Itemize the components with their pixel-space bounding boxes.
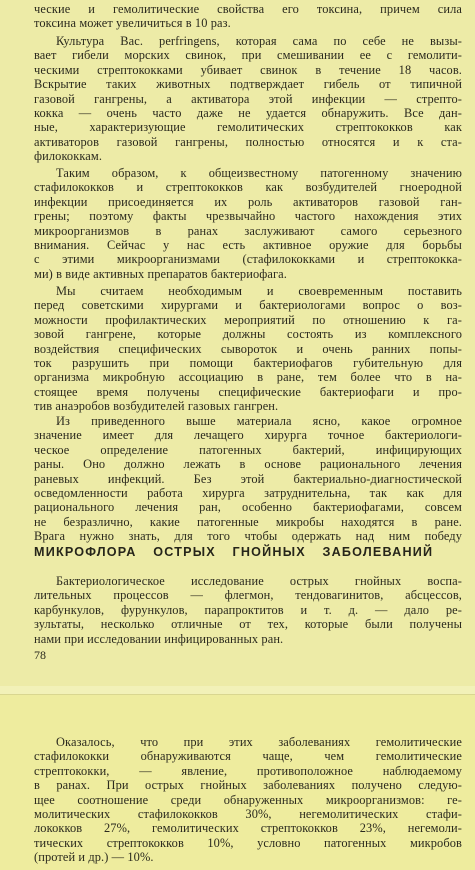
text-line: инфекции присоединяется их роль активаторов газовой ган- [34, 194, 462, 209]
text-line: активаторов газовой гангрены, полностью относятся и к ста- [34, 134, 462, 149]
text-line: кокка — очень часто даже не удается обнаружить. Все дан- [34, 106, 462, 121]
page-number: 78 [34, 648, 46, 662]
paragraph-perfringens [34, 34, 462, 164]
text-line: лококков 27%, гемолитических стрептококков 23%, негемоли- [34, 821, 462, 836]
text-line: организма микробную ассоциацию в ране, тем более что в на- [34, 370, 462, 385]
book-page-bottom [0, 694, 475, 870]
paragraph-activators [34, 166, 462, 281]
text-line: зультаты, несколько отличные от тех, которые были получены [34, 617, 462, 632]
paragraph-diagnostics [34, 414, 462, 544]
text-line: Культура Bac. perfringens, которая сама по себе не вызы- [56, 34, 462, 48]
text-line: щее соотношение среди обнаруженных микроорганизмов: ге- [34, 792, 462, 807]
text-line: Из приведенного выше материала ясно, какое огромное [56, 414, 462, 428]
text-line: тических стрептококков 10%, условно патогенных микробов [34, 835, 462, 850]
text-line: грены; поэтому факты чрезвычайно частого нахождения этих [34, 209, 462, 224]
text-line: стоящее время получены специфические бактериофаги и про- [34, 384, 462, 399]
text-line: вает гибели морских свинок, при смешивании ее с гемолити- [34, 48, 462, 63]
text-line: Мы считаем необходимым и своевременным поставить [56, 284, 462, 298]
text-line: стафилококков и стрептококков как возбудителей гноеродной [34, 180, 462, 195]
text-line: филококкам. [34, 149, 103, 164]
text-line: нами при исследовании инфицированных ран. [34, 631, 284, 646]
text-line: осведомленности работа хирурга затруднительна, так как для [34, 486, 462, 501]
text-line: Вскрытие таких животных подтверждает гибель от типичной [34, 77, 462, 92]
text-line: перед советскими хирургами и бактериологами вопрос о воз- [34, 298, 462, 313]
text-line: токсина может увеличиться в 10 раз. [34, 16, 231, 31]
text-line: ческие и гемолитические свойства его токсина, причем сила [34, 2, 462, 16]
text-line: Оказалось, что при этих заболеваниях гемолитические [56, 735, 462, 749]
text-line: ми) в виде активных препаратов бактериофага. [34, 266, 287, 281]
text-line: (протей и др.) — 10%. [34, 850, 154, 865]
section-heading: МИКРОФЛОРА ОСТРЫХ ГНОЙНЫХ ЗАБОЛЕВАНИЙ [34, 545, 434, 559]
text-line: воздействия специфических сывороток и очень ранних попы- [34, 341, 462, 356]
text-line: молитических стафилококков 30%, негемолитических стафи- [34, 807, 462, 822]
text-line: газовой гангрены, а активатора этой инфекции — стрепто- [34, 91, 462, 106]
text-line: зовой гангрене, которые должны состоять из комплексного [34, 327, 462, 342]
text-line: рационального лечения ран, особенно бактериофагами, совсем [34, 500, 462, 515]
text-line: ные, характеризующие гемолитических стрептококков как [34, 120, 462, 135]
text-line: Бактериологическое исследование острых гнойных воспа- [56, 574, 462, 588]
text-line: ческими стрептококками убивает свинок в течение 18 часов. [34, 62, 462, 77]
paragraph-microflora [34, 574, 462, 646]
text-line: внимания. Сейчас у нас есть активное оружие для борьбы [34, 238, 462, 253]
text-line: с этими микроорганизмами (стафилококками и стрептококка- [34, 252, 462, 267]
text-line: раны. Оно должно лежать в основе рационального лечения [34, 457, 462, 472]
text-line: Таким образом, к общеизвестному патогенному значению [56, 166, 462, 180]
text-line: тив анаэробов возбудителей газовых гангрен. [34, 399, 279, 414]
text-line: микроорганизмов в ранах заслуживают самого серьезного [34, 223, 462, 238]
text-line: значение имеет для лечащего хирурга точное бактериологи- [34, 428, 462, 443]
text-line: лительных процессов — флегмон, тендовагинитов, абсцессов, [34, 588, 462, 603]
paragraph-toxin [34, 2, 462, 31]
paragraph-prophylaxis [34, 284, 462, 414]
text-line: не безразлично, какие патогенные микробы находятся в ране. [34, 514, 462, 529]
text-line: раневых инфекций. Без этой бактериально-диагностической [34, 471, 462, 486]
text-line: в ранах. При острых гнойных заболеваниях получено следую- [34, 778, 462, 793]
text-line: Врага нужно знать, для того чтобы одержать над ним победу [34, 529, 462, 544]
text-line: ческое определение патогенных бактерий, инфицирующих [34, 442, 462, 457]
text-line: карбункулов, фурункулов, парапроктитов и т. д. — дало ре- [34, 602, 462, 617]
paragraph-ratio [34, 735, 462, 865]
text-line: ток разрушить при помощи бактериофагов губительную для [34, 356, 462, 371]
text-line: стрептококки, — явление, противоположное наблюдаемому [34, 763, 462, 778]
text-line: стафилококки обнаруживаются чаще, чем гемолитические [34, 749, 462, 764]
text-line: можности профилактических мероприятий по отношению к га- [34, 312, 462, 327]
